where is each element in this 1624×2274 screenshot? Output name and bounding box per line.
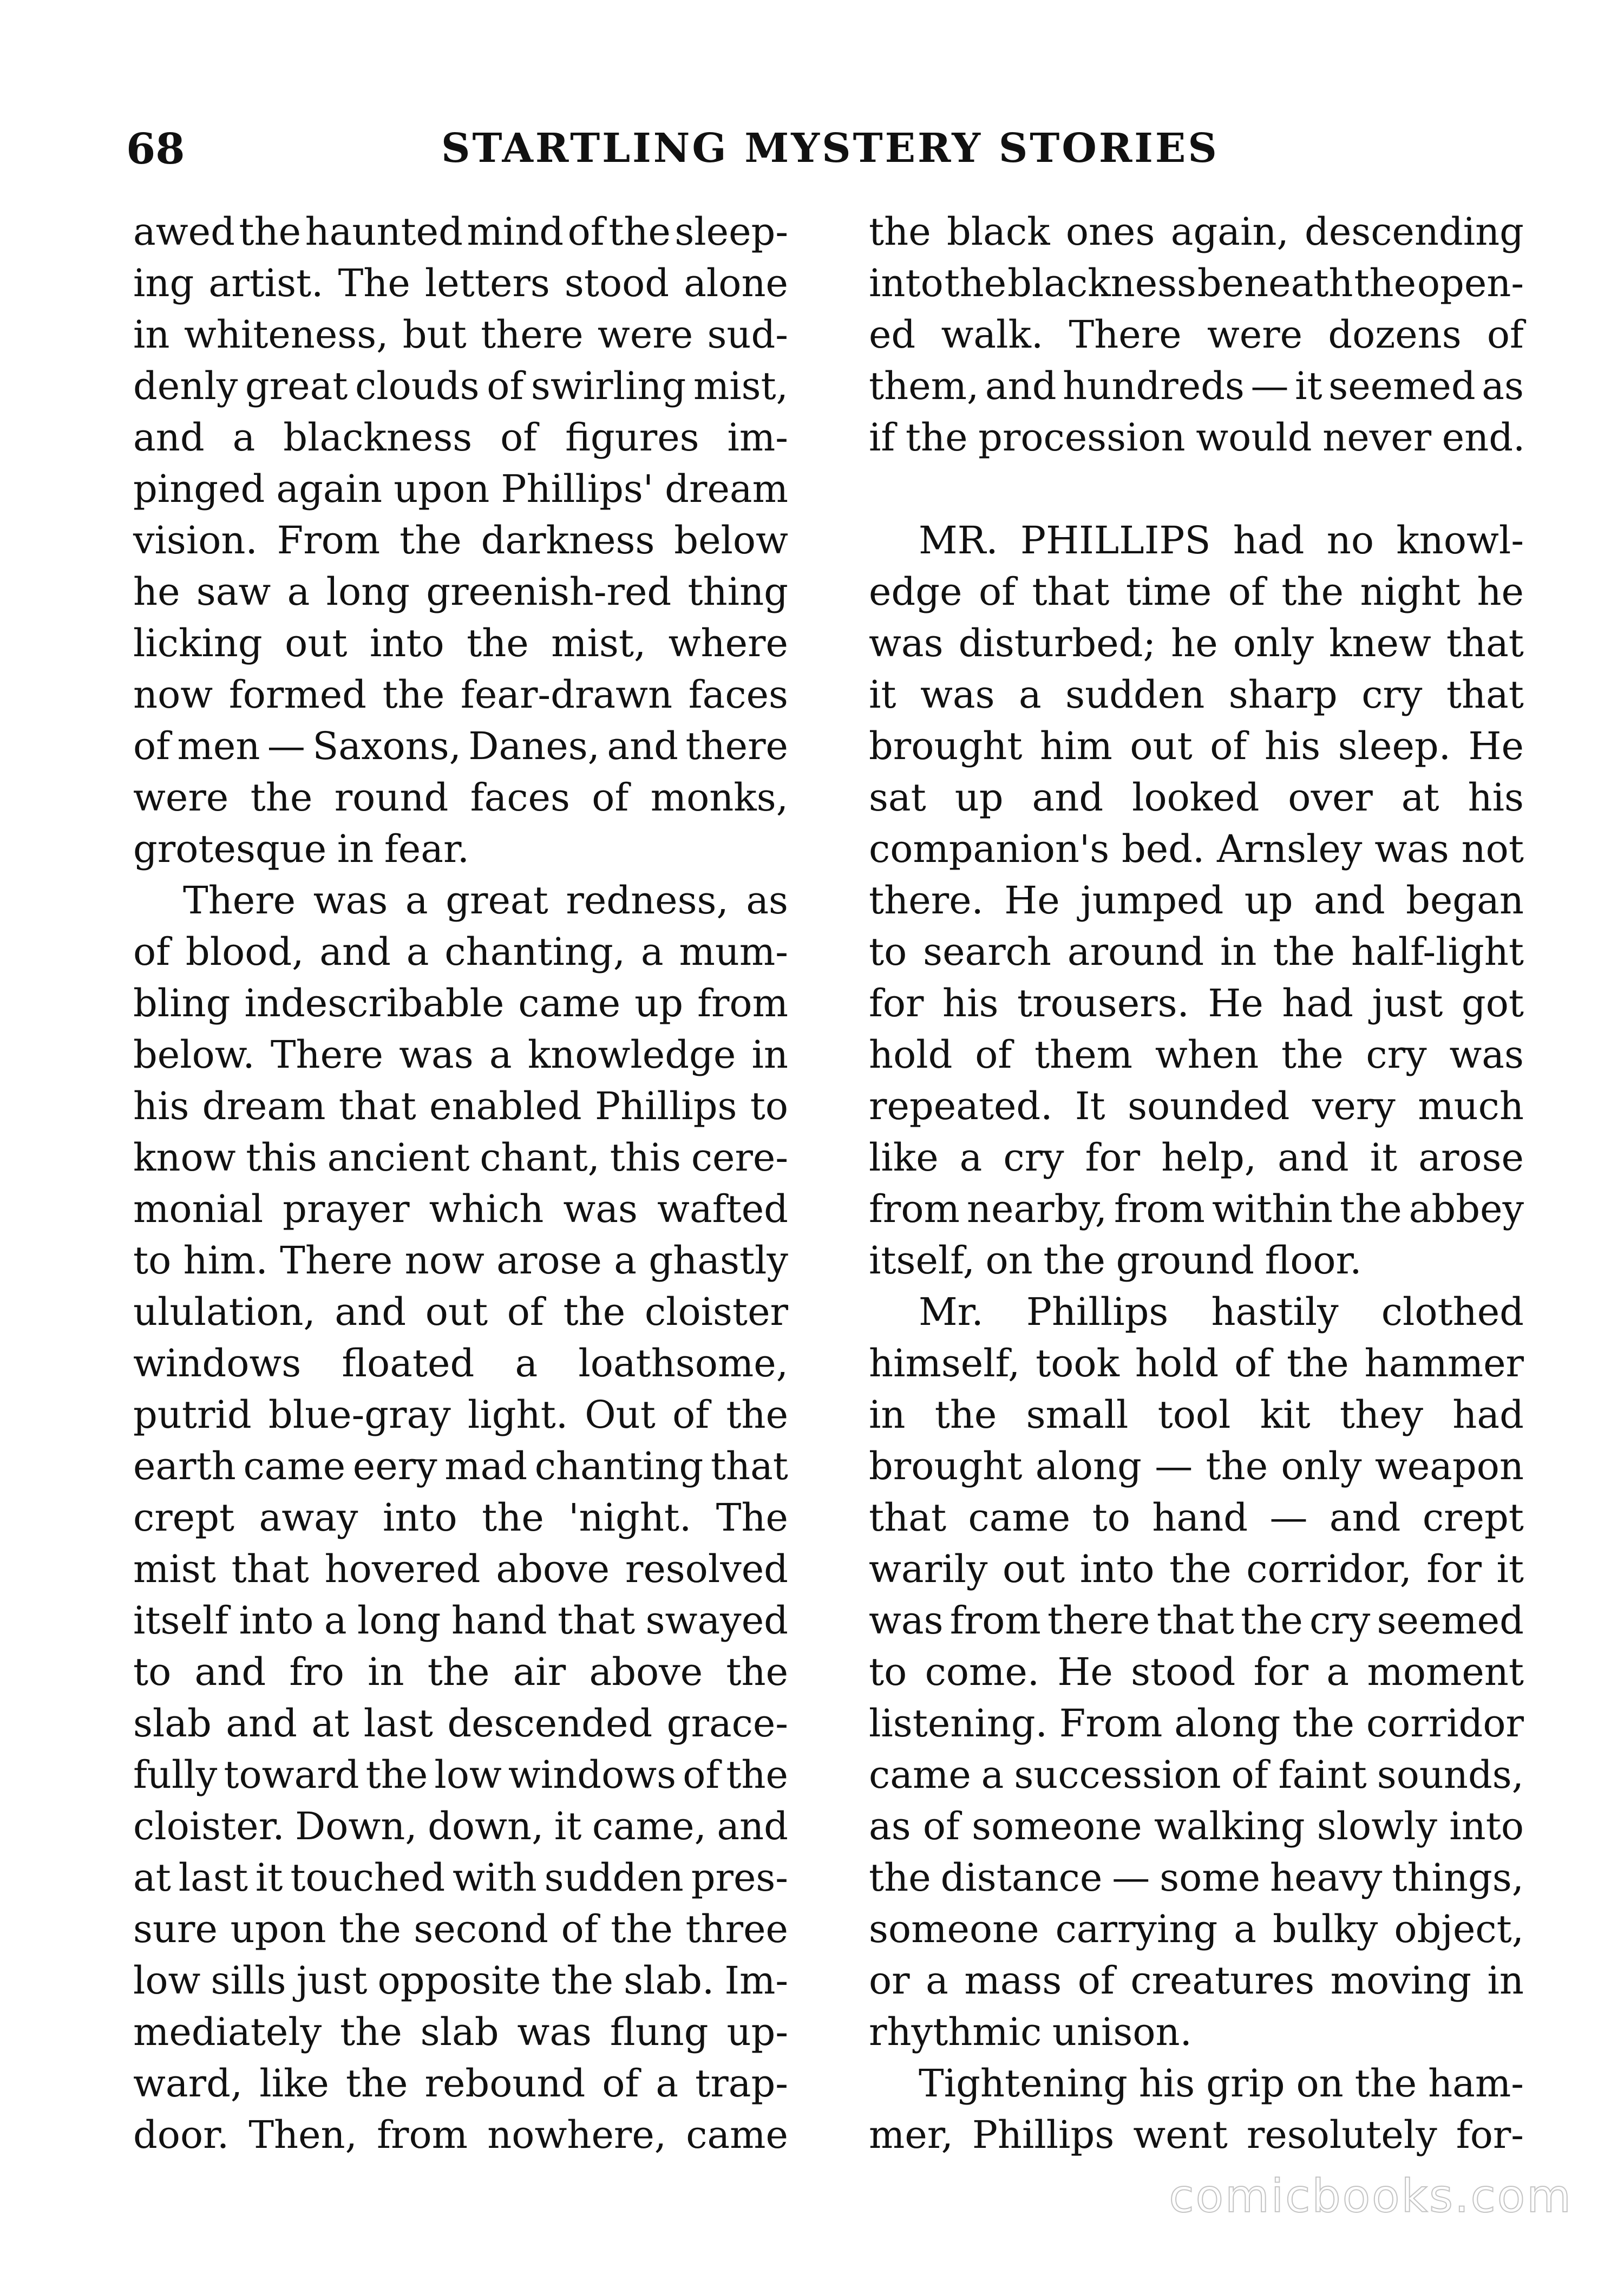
text-line: denly great clouds of swirling mist, <box>133 364 788 408</box>
text-line: bling indescribable came up from <box>133 981 788 1025</box>
text-line: Tightening his grip on the ham- <box>919 2061 1524 2106</box>
running-title: STARTLING MYSTERY STORIES <box>441 125 1219 172</box>
text-line: his dream that enabled Phillips to <box>133 1084 788 1128</box>
text-line: crept away into the 'night. The <box>133 1495 788 1540</box>
text-line: mist that hovered above resolved <box>133 1547 788 1591</box>
text-line: of blood, and a chanting, a mum- <box>133 930 788 974</box>
text-line: ululation, and out of the cloister <box>133 1290 788 1334</box>
text-line: ing artist. The letters stood alone <box>133 261 788 305</box>
text-line: was from there that the cry seemed <box>869 1598 1524 1643</box>
text-line: to him. There now arose a ghastly <box>133 1238 788 1283</box>
text-line: hold of them when the cry was <box>869 1033 1524 1077</box>
text-line: pinged again upon Phillips' dream <box>133 467 788 511</box>
text-line: repeated. It sounded very much <box>869 1084 1524 1128</box>
text-line: was disturbed; he only knew that <box>869 621 1524 665</box>
text-line: for his trousers. He had just got <box>869 981 1524 1025</box>
text-line: from nearby, from within the abbey <box>869 1187 1524 1231</box>
text-line: someone carrying a bulky object, <box>869 1907 1524 1951</box>
text-line: brought along — the only weapon <box>869 1444 1524 1488</box>
text-line: MR. PHILLIPS had no knowl- <box>919 518 1524 563</box>
text-line: awed the haunted mind of the sleep- <box>133 210 788 254</box>
text-line: cloister. Down, down, it came, and <box>133 1804 788 1848</box>
text-line: putrid blue-gray light. Out of the <box>133 1393 788 1437</box>
text-line: if the procession would never end. <box>869 415 1525 460</box>
text-line: as of someone walking slowly into <box>869 1804 1524 1848</box>
text-line: ed walk. There were dozens of <box>869 312 1524 357</box>
text-line: know this ancient chant, this cere- <box>133 1135 788 1180</box>
text-line: rhythmic unison. <box>869 2010 1192 2054</box>
text-line: them, and hundreds — it seemed as <box>869 364 1524 408</box>
text-line: Mr. Phillips hastily clothed <box>919 1290 1524 1334</box>
text-line: door. Then, from nowhere, came <box>133 2113 788 2157</box>
page-number: 68 <box>126 125 185 174</box>
text-line: now formed the fear-drawn faces <box>133 672 788 717</box>
text-line: There was a great redness, as <box>183 878 788 923</box>
text-line: sat up and looked over at his <box>869 775 1524 820</box>
text-line: earth came eery mad chanting that <box>133 1444 788 1488</box>
text-line: slab and at last descended grace- <box>133 1701 788 1746</box>
text-line: in the small tool kit they had <box>869 1393 1524 1437</box>
text-line: mediately the slab was flung up- <box>133 2010 788 2054</box>
text-line: listening. From along the corridor <box>869 1701 1524 1746</box>
text-line: itself into a long hand that swayed <box>133 1598 788 1643</box>
text-line: that came to hand — and crept <box>869 1495 1524 1540</box>
text-line: mer, Phillips went resolutely for- <box>869 2113 1524 2157</box>
text-line: itself, on the ground floor. <box>869 1238 1362 1283</box>
text-line: the black ones again, descending <box>869 210 1524 254</box>
text-line: to and fro in the air above the <box>133 1650 788 1694</box>
text-line: to come. He stood for a moment <box>869 1650 1524 1694</box>
text-line: he saw a long greenish-red thing <box>133 570 788 614</box>
text-line: companion's bed. Arnsley was not <box>869 827 1524 871</box>
text-line: into the blackness beneath the open- <box>869 261 1524 305</box>
text-column-left <box>133 210 788 2167</box>
text-line: the distance — some heavy things, <box>869 1855 1524 1900</box>
text-line: came a succession of faint sounds, <box>869 1753 1524 1797</box>
text-line: to search around in the half-light <box>869 930 1524 974</box>
text-line: monial prayer which was wafted <box>133 1187 788 1231</box>
text-line: low sills just opposite the slab. Im- <box>133 1958 788 2003</box>
text-line: and a blackness of figures im- <box>133 415 788 460</box>
text-line: like a cry for help, and it arose <box>869 1135 1524 1180</box>
text-line: vision. From the darkness below <box>133 518 788 563</box>
text-line: in whiteness, but there were sud- <box>133 312 788 357</box>
text-line: fully toward the low windows of the <box>133 1753 788 1797</box>
text-line: at last it touched with sudden pres- <box>133 1855 788 1900</box>
text-line: edge of that time of the night he <box>869 570 1524 614</box>
text-line: sure upon the second of the three <box>133 1907 788 1951</box>
text-line: himself, took hold of the hammer <box>869 1341 1524 1386</box>
text-line: warily out into the corridor, for it <box>869 1547 1524 1591</box>
text-line: it was a sudden sharp cry that <box>869 672 1524 717</box>
text-line: licking out into the mist, where <box>133 621 788 665</box>
watermark: comicbooks.com <box>1169 2170 1573 2223</box>
text-line: of men — Saxons, Danes, and there <box>133 724 788 768</box>
text-line: grotesque in fear. <box>133 827 469 871</box>
text-line: were the round faces of monks, <box>133 775 788 820</box>
text-line: there. He jumped up and began <box>869 878 1524 923</box>
text-line: or a mass of creatures moving in <box>869 1958 1524 2003</box>
text-column-right <box>869 210 1525 2167</box>
text-line: brought him out of his sleep. He <box>869 724 1524 768</box>
text-line: windows floated a loathsome, <box>133 1341 788 1386</box>
text-line: ward, like the rebound of a trap- <box>133 2061 788 2106</box>
text-line: below. There was a knowledge in <box>133 1033 788 1077</box>
